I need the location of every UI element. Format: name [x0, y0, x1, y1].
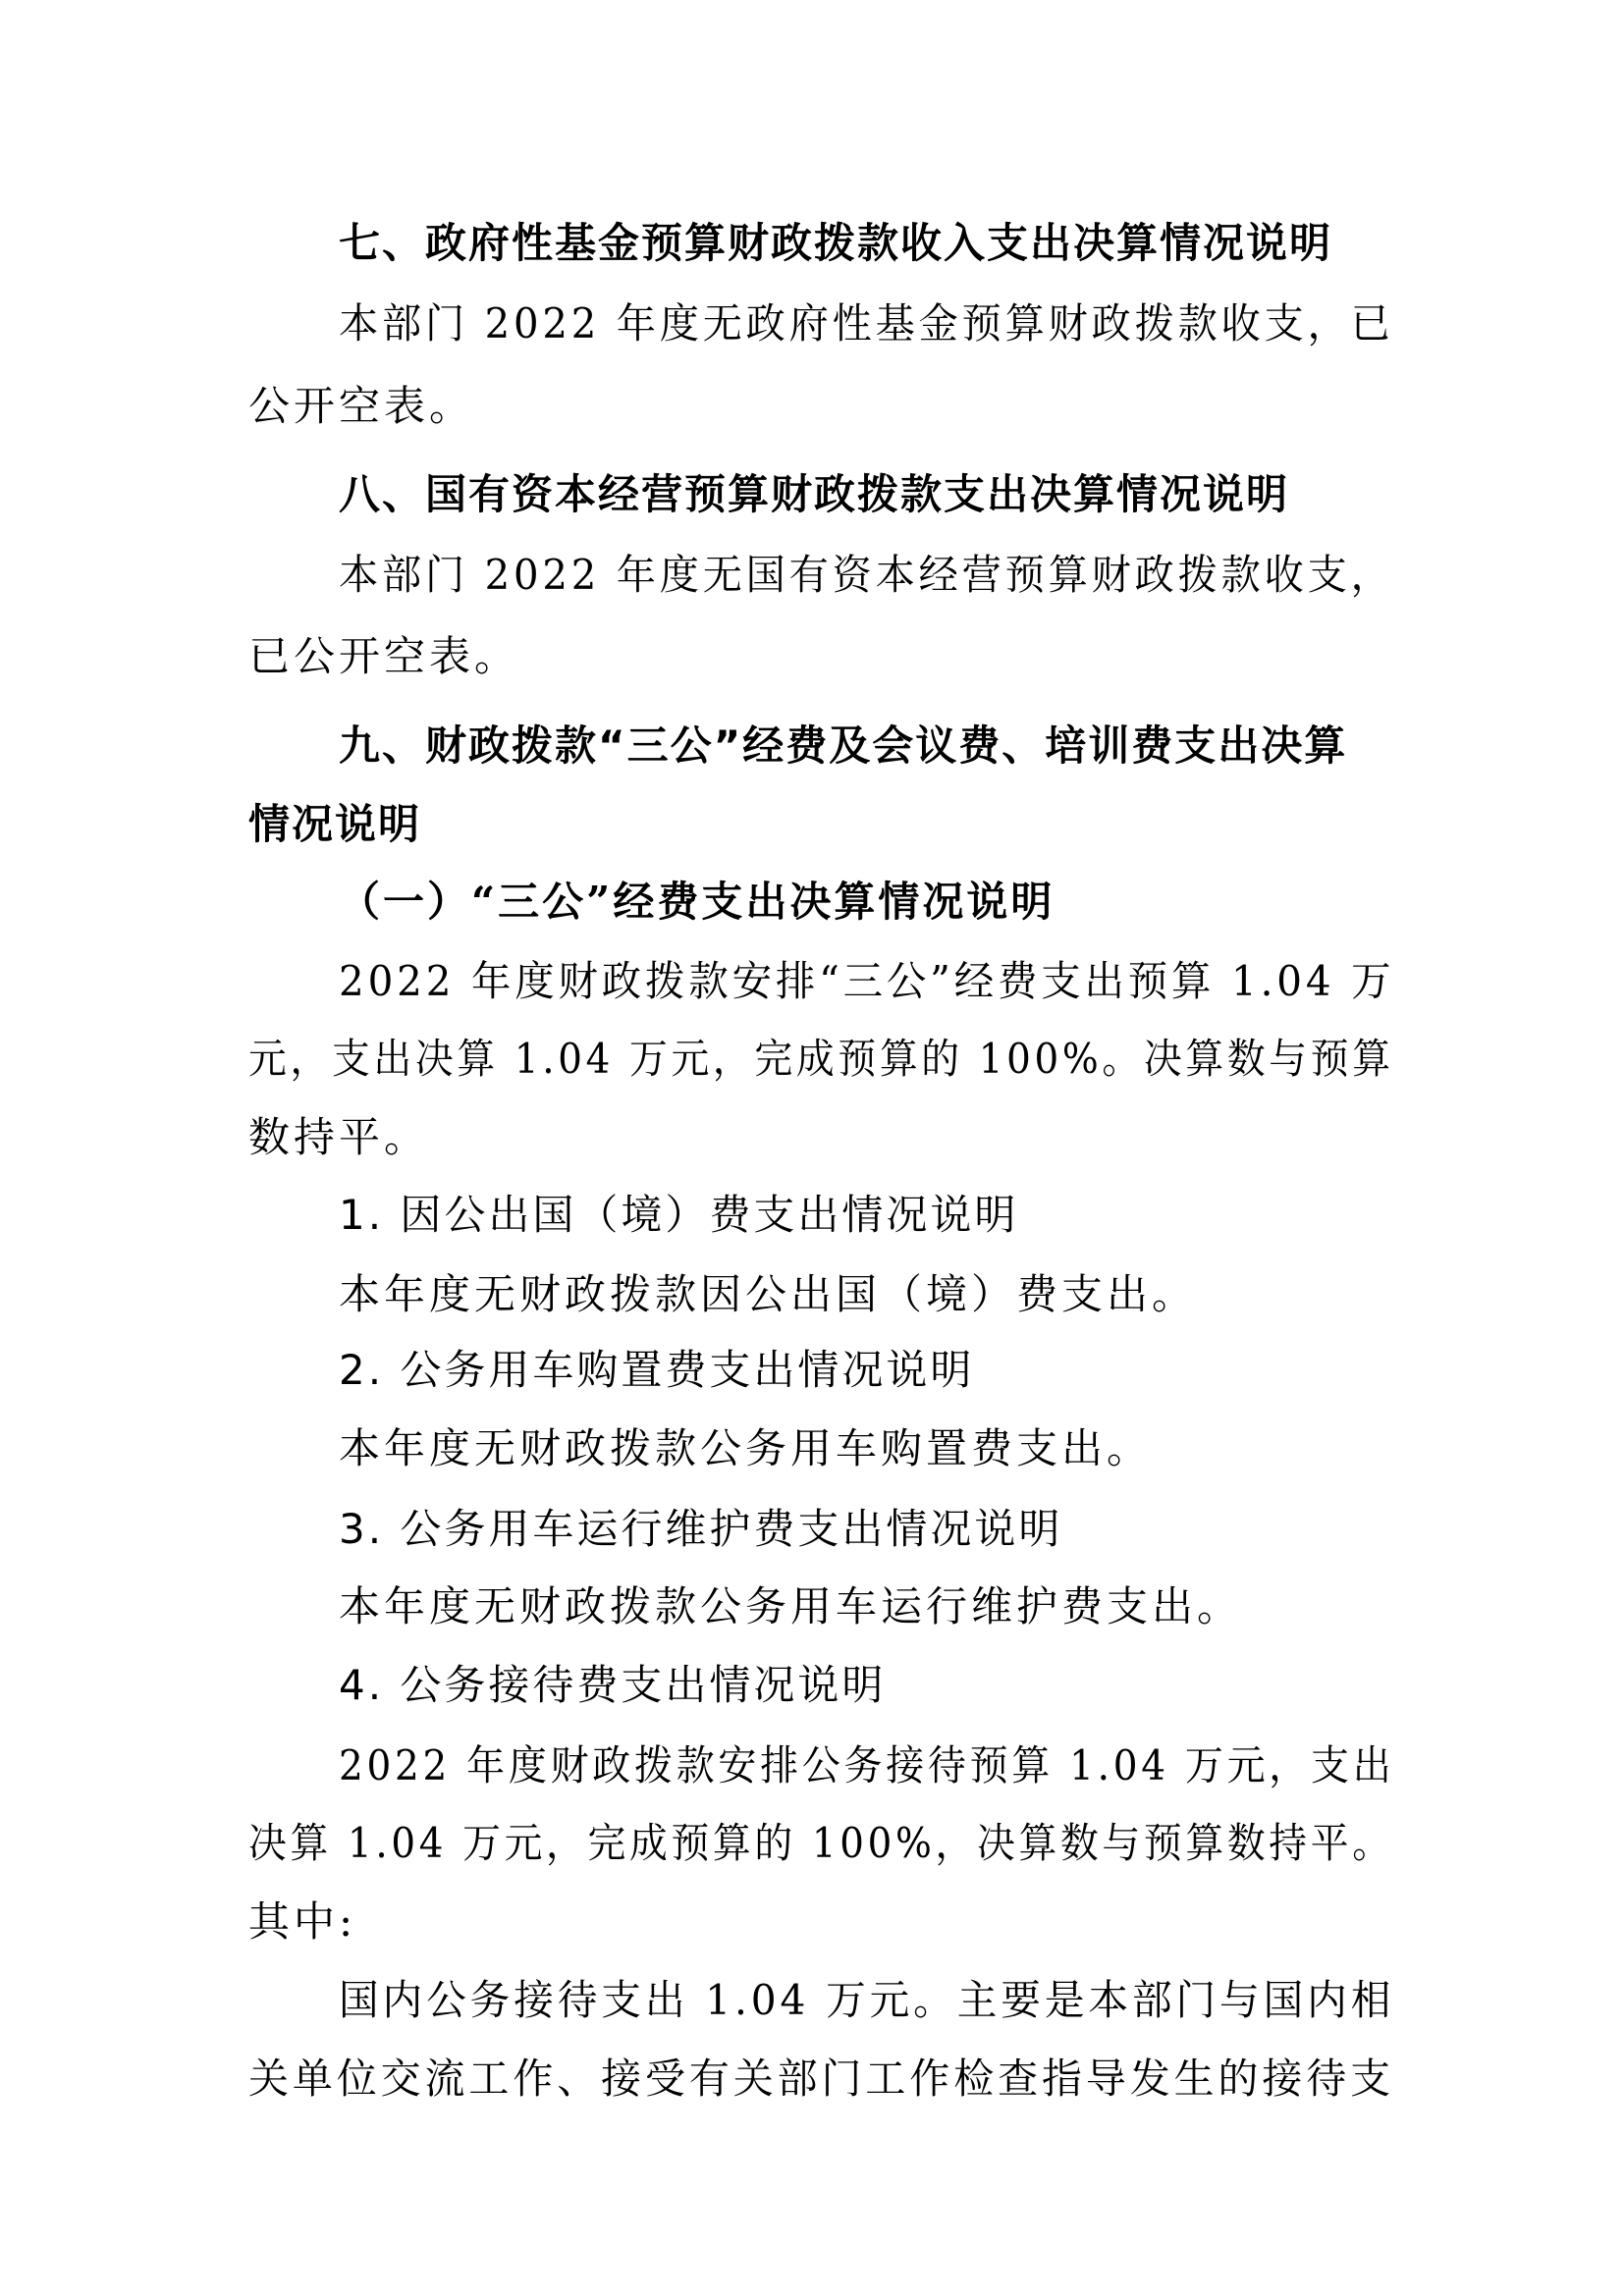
section8-heading: 八、国有资本经营预算财政拨款支出决算情况说明: [339, 470, 1290, 518]
item4-body-line3: 其中:: [248, 1897, 357, 1946]
section9-heading-line1: 九、财政拨款“三公”经费及会议费、培训费支出决算: [339, 721, 1348, 770]
item1-body: 本年度无财政拨款因公出国（境）费支出。: [339, 1270, 1198, 1318]
item4-heading: 4. 公务接待费支出情况说明: [339, 1661, 887, 1709]
sub1-heading: （一）“三公”经费支出决算情况说明: [339, 878, 1056, 926]
sub1-body-line1: 2022 年度财政拨款安排“三公”经费支出预算 1.04 万: [339, 957, 1395, 1005]
item3-body: 本年度无财政拨款公务用车运行维护费支出。: [339, 1582, 1243, 1630]
item1-heading: 1. 因公出国（境）费支出情况说明: [339, 1191, 1019, 1239]
section9-heading-line2: 情况说明: [248, 800, 422, 848]
section8-body-line2: 已公开空表。: [248, 632, 520, 680]
section7-body-line1: 本部门 2022 年度无政府性基金预算财政拨款收支，已: [339, 299, 1394, 347]
item2-heading: 2. 公务用车购置费支出情况说明: [339, 1346, 975, 1394]
section7-body-line2: 公开空表。: [248, 382, 475, 430]
section8-body-line1: 本部门 2022 年度无国有资本经营预算财政拨款收支，: [339, 551, 1394, 599]
sub1-body-line2: 元，支出决算 1.04 万元，完成预算的 100%。决算数与预算: [248, 1035, 1394, 1083]
item4-body-line1: 2022 年度财政拨款安排公务接待预算 1.04 万元，支出: [339, 1741, 1395, 1789]
item4-body-line2: 决算 1.04 万元，完成预算的 100%，决算数与预算数持平。: [248, 1819, 1394, 1867]
item4-domestic-line2: 关单位交流工作、接受有关部门工作检查指导发生的接待支: [248, 2055, 1395, 2103]
sub1-body-line3: 数持平。: [248, 1113, 430, 1161]
item2-body: 本年度无财政拨款公务用车购置费支出。: [339, 1424, 1153, 1472]
item3-heading: 3. 公务用车运行维护费支出情况说明: [339, 1505, 1063, 1553]
item4-domestic-line1: 国内公务接待支出 1.04 万元。主要是本部门与国内相: [339, 1976, 1395, 2024]
section7-heading: 七、政府性基金预算财政拨款收入支出决算情况说明: [339, 219, 1333, 267]
